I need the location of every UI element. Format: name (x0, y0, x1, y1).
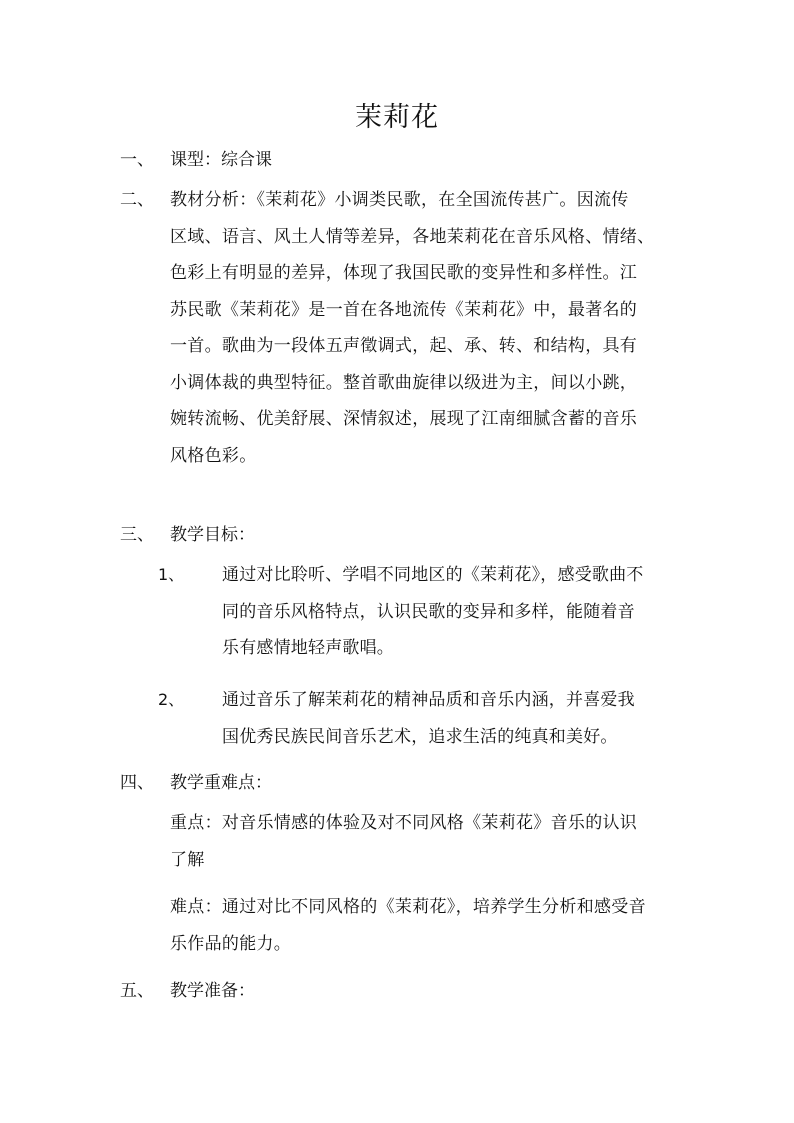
section-heading: 课型：综合课 (170, 150, 272, 170)
goal-line: 通过音乐了解茉莉花的精神品质和音乐内涵，并喜爱我 (222, 690, 635, 710)
textbook-analysis-paragraph (170, 182, 680, 474)
paragraph-line: 色彩上有明显的差异，体现了我国民歌的变异性和多样性。江 (170, 263, 638, 283)
section-number: 二、 (120, 190, 154, 210)
section-number: 四、 (120, 773, 154, 793)
section-heading: 教学目标： (170, 525, 255, 545)
paragraph-line: 风格色彩。 (170, 445, 257, 466)
section-number: 一、 (120, 150, 154, 170)
goal-item (222, 557, 682, 667)
key-point-line: 重点：对音乐情感的体验及对不同风格《茉莉花》音乐的认识 (170, 813, 638, 833)
paragraph-line: 小调体裁的典型特征。整首歌曲旋律以级进为主，间以小跳， (170, 372, 638, 393)
section-heading: 教学重难点： (170, 773, 272, 793)
goal-item (222, 682, 682, 755)
paragraph-line: 婉转流畅、优美舒展、深情叙述，展现了江南细腻含蓄的音乐 (170, 409, 638, 429)
section-3 (0, 517, 794, 553)
goal-line: 国优秀民族民间音乐艺术，追求生活的纯真和美好。 (222, 726, 618, 747)
section-number: 五、 (120, 981, 154, 1001)
section-number: 三、 (120, 525, 154, 545)
paragraph-line: 一首。歌曲为一段体五声徵调式，起、承、转、和结构，具有 (170, 336, 638, 356)
goal-line: 乐有感情地轻声歌唱。 (222, 638, 394, 658)
key-point-paragraph (170, 805, 680, 878)
goal-line: 通过对比聆听、学唱不同地区的《茉莉花》，感受歌曲不 (222, 565, 644, 585)
document-title: 茉莉花 (355, 102, 439, 133)
difficult-point-line: 难点：通过对比不同风格的《茉莉花》，培养学生分析和感受音 (170, 897, 646, 917)
paragraph-line: 苏民歌《茉莉花》是一首在各地流传《茉莉花》中，最著名的 (170, 299, 638, 320)
goal-number: 1、 (158, 565, 185, 584)
difficult-point-line: 乐作品的能力。 (170, 933, 292, 954)
goal-line: 同的音乐风格特点，认识民歌的变异和多样，能随着音 (222, 601, 635, 622)
difficult-point-paragraph (170, 889, 680, 962)
key-point-line: 了解 (170, 849, 205, 870)
paragraph-line: 区域、语言、风土人情等差异，各地茉莉花在音乐风格、情绪、 (170, 226, 655, 247)
goal-number: 2、 (158, 690, 185, 709)
section-4 (0, 765, 794, 801)
section-1 (0, 142, 794, 178)
section-5 (0, 973, 794, 1009)
paragraph-line: 教材分析：《茉莉花》小调类民歌，在全国流传甚广。因流传 (170, 190, 629, 210)
section-heading: 教学准备： (170, 981, 255, 1001)
